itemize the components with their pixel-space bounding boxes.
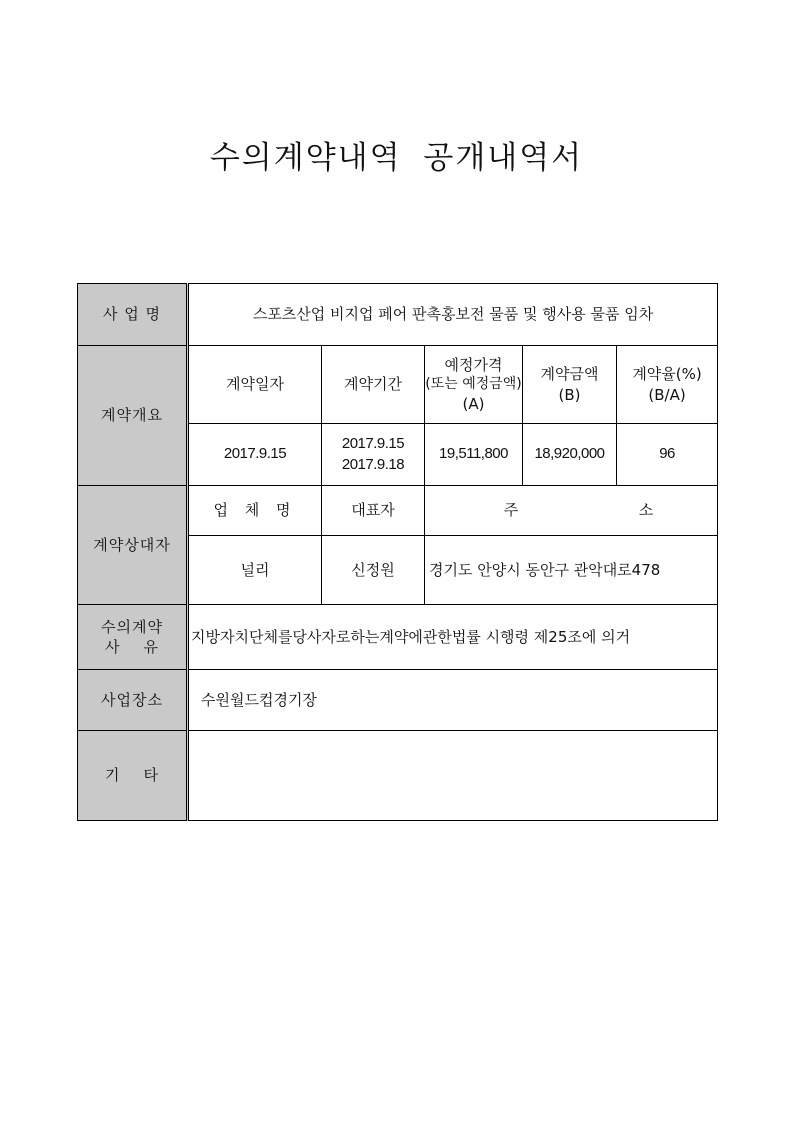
representative-value: 신정원: [322, 536, 425, 605]
contract-amount-value: 18,920,000: [523, 424, 617, 486]
contract-amount-header-line2: (B): [558, 385, 581, 404]
reason-value: 지방자치단체를당사자로하는계약에관한법률 시행령 제25조에 의거: [188, 605, 718, 670]
representative-header: 대표자: [322, 486, 425, 536]
reason-label-line2: 사 유: [104, 638, 160, 656]
location-value: 수원월드컵경기장: [188, 670, 718, 731]
location-row: [78, 670, 718, 731]
reason-row: [78, 605, 718, 670]
project-name-label: 사 업 명: [78, 284, 188, 346]
contract-amount-header-line1: 계약금액: [540, 365, 599, 384]
etc-value: [188, 731, 718, 821]
contract-period-value: [322, 424, 425, 486]
reason-label-line1: 수의계약: [101, 617, 163, 636]
company-name-header: 업 체 명: [188, 486, 322, 536]
overview-header-row: [78, 346, 718, 424]
contract-rate-header: [617, 346, 718, 424]
estimated-price-header-line1: 예정가격: [444, 355, 503, 374]
overview-label: 계약개요: [78, 346, 188, 486]
estimated-price-header-line2: (또는 예정금액): [425, 376, 522, 393]
estimated-price-value: 19,511,800: [425, 424, 523, 486]
contract-date-value: 2017.9.15: [188, 424, 322, 486]
address-header-char1: 주: [503, 501, 519, 520]
company-name-value: 널리: [188, 536, 322, 605]
project-name-value: 스포츠산업 비지업 페어 판촉홍보전 물품 및 행사용 물품 임차: [188, 284, 718, 346]
estimated-price-header-line3: (A): [462, 394, 485, 413]
project-row: [78, 284, 718, 346]
contract-period-start: 2017.9.15: [341, 435, 405, 453]
contract-period-end: 2017.9.18: [341, 455, 405, 473]
contract-period-header: 계약기간: [322, 346, 425, 424]
etc-label: 기 타: [78, 731, 188, 821]
counterparty-header-row: [78, 486, 718, 536]
contract-rate-header-line2: (B/A): [648, 385, 686, 404]
contract-amount-header: [523, 346, 617, 424]
address-header: [425, 486, 718, 536]
location-label: 사업장소: [78, 670, 188, 731]
estimated-price-header: [425, 346, 523, 424]
reason-label: [78, 605, 188, 670]
address-header-char2: 소: [638, 501, 654, 520]
document-title: 수의계약내역 공개내역서: [209, 140, 584, 176]
etc-row: [78, 731, 718, 821]
contract-date-header: 계약일자: [188, 346, 322, 424]
counterparty-label: 계약상대자: [78, 486, 188, 605]
contract-rate-header-line1: 계약율(%): [632, 365, 702, 384]
contract-rate-value: 96: [617, 424, 718, 486]
contract-disclosure-table: [77, 283, 718, 821]
address-value: 경기도 안양시 동안구 관악대로478: [425, 536, 718, 605]
